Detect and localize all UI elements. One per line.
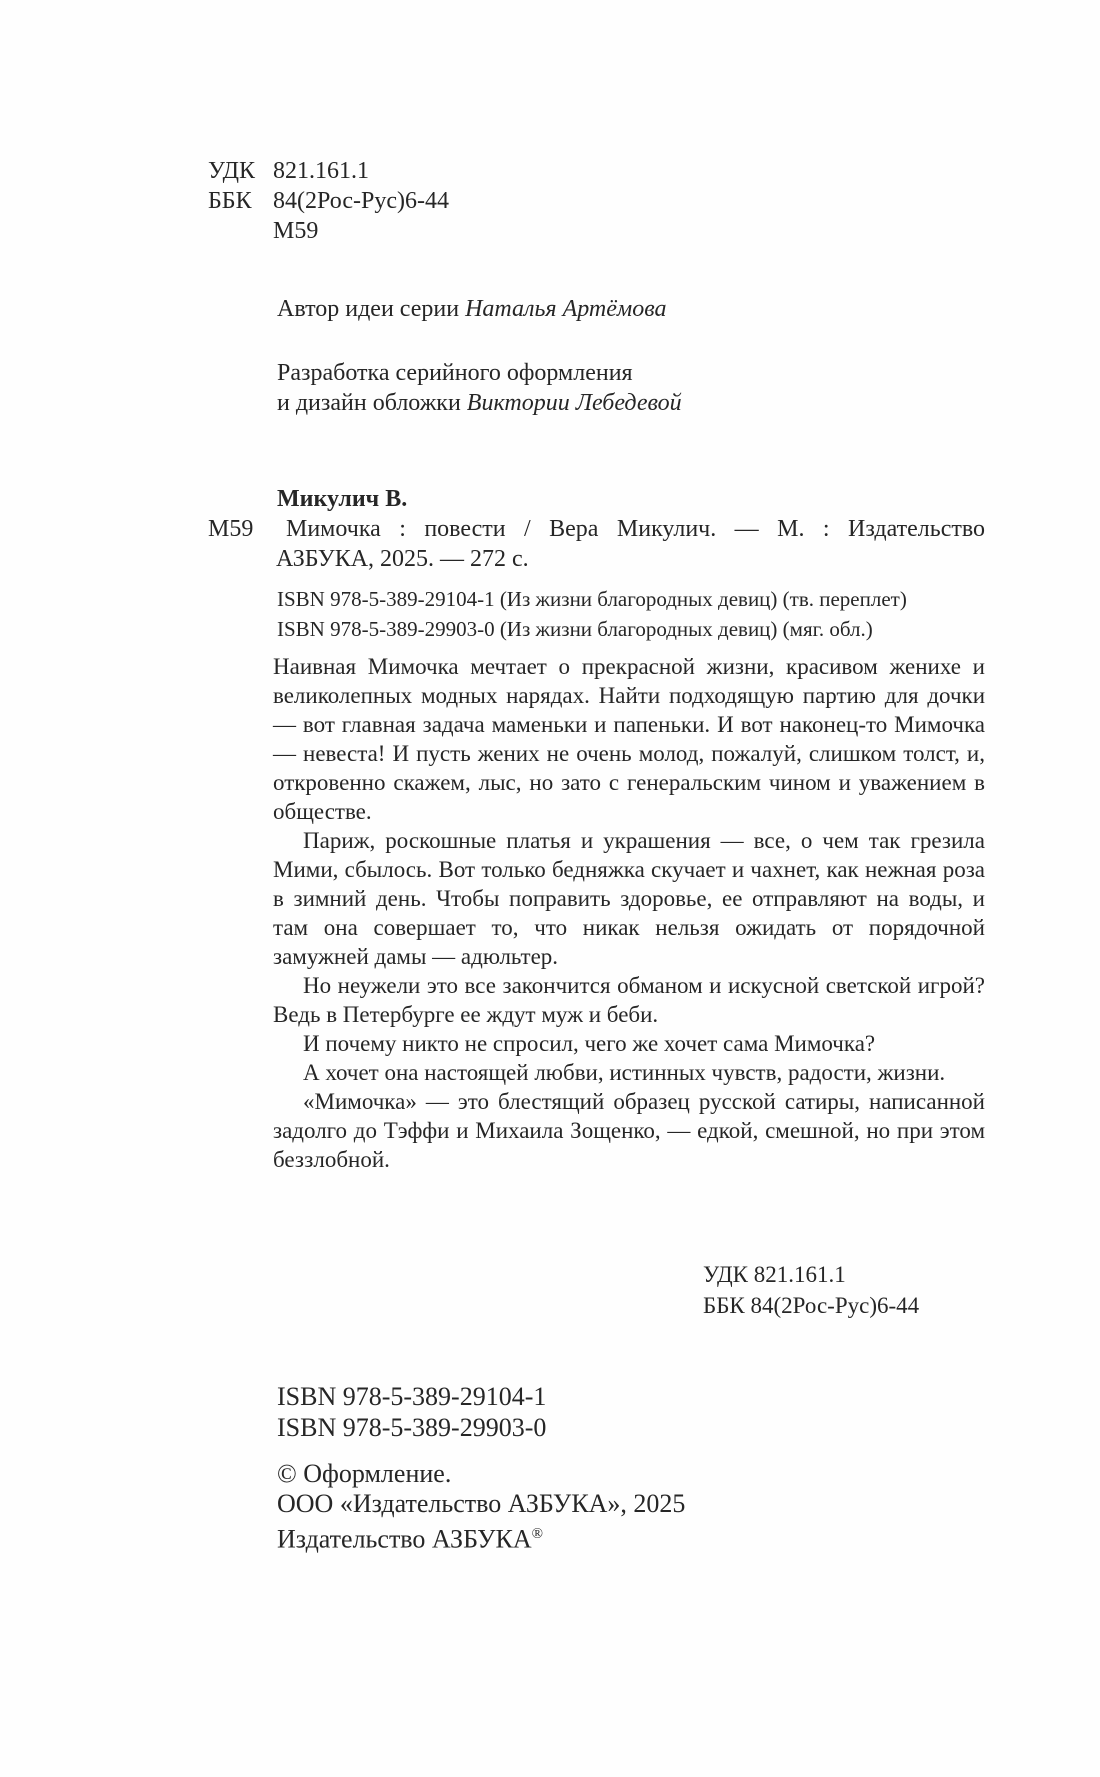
bbk-value: 84(2Рос-Рус)6-44 — [273, 188, 449, 214]
publisher-brand-line — [277, 1519, 685, 1555]
catalog-author: Микулич В. — [277, 486, 408, 512]
copyright-block — [277, 1459, 685, 1555]
bbk-bottom: ББК 84(2Рос-Рус)6-44 — [703, 1293, 920, 1318]
series-idea-author: Наталья Артёмова — [465, 296, 667, 322]
udk-row — [208, 156, 449, 186]
copyright-design-line: © Оформление. — [277, 1459, 452, 1488]
series-idea-prefix: Автор идеи серии — [277, 296, 466, 322]
isbn-number: ISBN 978-5-389-29104-1 — [277, 1382, 547, 1411]
author-sign: М59 — [273, 218, 319, 244]
annotation-paragraph: Но неужели это все закончится обманом и искусной светской игрой? Ведь в Петербурге ее ждут муж и беби. — [273, 973, 985, 1027]
design-credit-prefix: и дизайн обложки — [277, 390, 467, 416]
annotation-paragraph: Наивная Мимочка мечтает о прекрасной жизни, красивом женихе и великолепных модных нарядах. Найти подходящую партию для дочки — вот главная задача маменьки и папеньки. И вот наконец-то Мимочка — невеста! И пусть жених не очень молод, пожалуй, слишком толст, и, откровенно скажем, лыс, но зато с генеральским чином и уважением в обществе. — [273, 654, 985, 824]
udk-value: 821.161.1 — [273, 158, 369, 184]
design-credit — [277, 358, 682, 418]
isbn-hardcover: ISBN 978-5-389-29104-1 (Из жизни благородных девиц) (тв. переплет) — [277, 587, 907, 611]
design-credit-line1: Разработка серийного оформления — [277, 360, 633, 386]
isbn-number: ISBN 978-5-389-29903-0 — [277, 1413, 547, 1442]
author-sign-row — [208, 216, 449, 246]
udk-bottom: УДК 821.161.1 — [703, 1262, 846, 1287]
catalog-entry-sign: М59 — [208, 516, 254, 542]
catalog-entry — [276, 514, 985, 574]
isbn-softcover: ISBN 978-5-389-29903-0 (Из жизни благородных девиц) (мяг. обл.) — [277, 617, 873, 641]
design-credit-designer: Виктории Лебедевой — [466, 390, 682, 416]
copyright-publisher-line: ООО «Издательство АЗБУКА», 2025 — [277, 1489, 686, 1518]
classification-codes-bottom — [703, 1259, 919, 1321]
series-idea-credit — [277, 294, 666, 324]
publisher-brand: Издательство АЗБУКА — [277, 1524, 532, 1554]
annotation-paragraph: И почему никто не спросил, чего же хочет сама Мимочка? — [303, 1031, 876, 1056]
udk-label: УДК — [208, 158, 255, 184]
annotation-paragraph: Париж, роскошные платья и украшения — все, о чем так грезила Мими, сбылось. Вот только бедняжка скучает и чахнет, как нежная роза в зимний день. Чтобы поправить здоровье, ее отправляют на воды, и там она совершает то, что никак нельзя ожидать от порядочной замужней дамы — адюльтер. — [273, 828, 985, 969]
isbn-block — [277, 1381, 546, 1443]
annotation-paragraph: «Мимочка» — это блестящий образец русской сатиры, написанной задолго до Тэффи и Михаила Зощенко, — едкой, смешной, но при этом беззлобной. — [273, 1089, 985, 1172]
design-credit-line2 — [277, 388, 682, 418]
classification-codes-top — [208, 156, 449, 246]
catalog-entry-line1: Мимочка : повести / Вера Микулич. — М. : Издательство — [286, 516, 985, 542]
registered-trademark-mark: ® — [531, 1526, 544, 1542]
catalog-entry-line2: АЗБУКА, 2025. — 272 с. — [276, 546, 529, 572]
bbk-row — [208, 186, 449, 216]
isbn-editions — [277, 584, 907, 644]
bbk-label: ББК — [208, 188, 252, 214]
annotation — [273, 652, 985, 1174]
annotation-paragraph: А хочет она настоящей любви, истинных чувств, радости, жизни. — [303, 1060, 946, 1085]
